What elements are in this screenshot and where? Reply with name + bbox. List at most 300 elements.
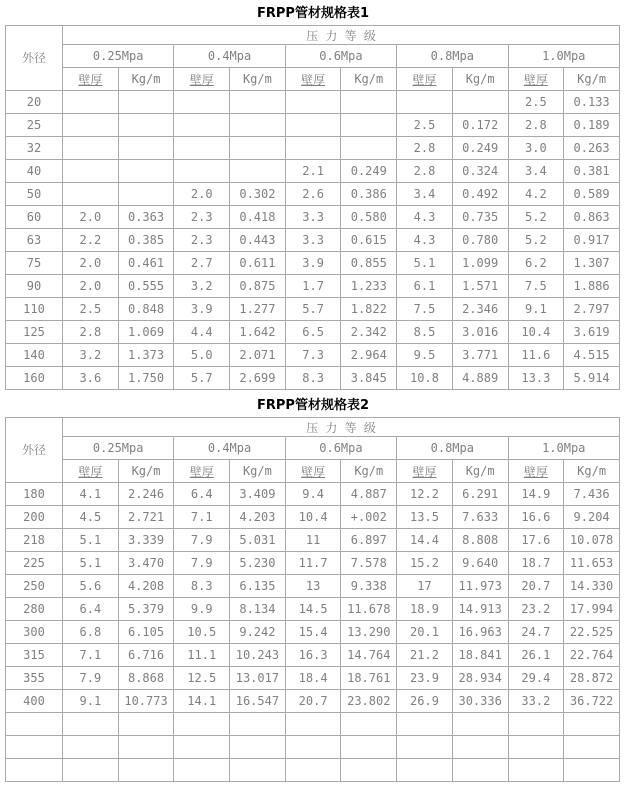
value-cell: 14.913	[452, 598, 508, 621]
kg-per-m-header: Kg/m	[564, 460, 620, 483]
value-cell: 3.4	[397, 183, 453, 206]
value-cell: 10.243	[230, 644, 286, 667]
value-cell: 0.615	[341, 229, 397, 252]
value-cell: 0.172	[452, 114, 508, 137]
value-cell: 5.379	[118, 598, 174, 621]
value-cell: 6.105	[118, 621, 174, 644]
value-cell: 4.889	[452, 367, 508, 390]
wall-thickness-header: 壁厚	[285, 68, 341, 91]
outer-diameter-cell: 90	[6, 275, 63, 298]
value-cell: 7.9	[174, 552, 230, 575]
header-row-subcolumns	[6, 68, 620, 91]
value-cell: 11.6	[508, 344, 564, 367]
value-cell: 0.249	[452, 137, 508, 160]
spec-table-1	[5, 25, 620, 390]
value-cell	[341, 736, 397, 759]
value-cell: 13	[285, 575, 341, 598]
value-cell: 12.5	[174, 667, 230, 690]
value-cell: 0.249	[341, 160, 397, 183]
value-cell: 11	[285, 529, 341, 552]
value-cell: 3.2	[63, 344, 119, 367]
value-cell: 2.0	[63, 275, 119, 298]
outer-diameter-cell: 280	[6, 598, 63, 621]
value-cell	[285, 759, 341, 782]
kg-per-m-header: Kg/m	[452, 68, 508, 91]
table-row	[6, 367, 620, 390]
value-cell: 0.302	[230, 183, 286, 206]
outer-diameter-cell	[6, 713, 63, 736]
value-cell: 5.1	[397, 252, 453, 275]
value-cell: 9.242	[230, 621, 286, 644]
value-cell	[564, 759, 620, 782]
value-cell: 8.868	[118, 667, 174, 690]
value-cell: 10.5	[174, 621, 230, 644]
value-cell: 6.2	[508, 252, 564, 275]
value-cell: 13.3	[508, 367, 564, 390]
value-cell: 8.808	[452, 529, 508, 552]
header-row-grade	[6, 418, 620, 437]
outer-diameter-cell: 315	[6, 644, 63, 667]
value-cell: 8.3	[174, 575, 230, 598]
value-cell: 2.0	[174, 183, 230, 206]
outer-diameter-cell	[6, 736, 63, 759]
value-cell: 2.0	[63, 206, 119, 229]
value-cell	[341, 137, 397, 160]
value-cell	[174, 114, 230, 137]
value-cell: 2.7	[174, 252, 230, 275]
value-cell	[118, 713, 174, 736]
kg-per-m-header: Kg/m	[230, 460, 286, 483]
value-cell: 2.8	[63, 321, 119, 344]
value-cell: 11.1	[174, 644, 230, 667]
value-cell: 3.6	[63, 367, 119, 390]
header-row-subcolumns	[6, 460, 620, 483]
value-cell: 0.418	[230, 206, 286, 229]
wall-thickness-header: 壁厚	[508, 68, 564, 91]
value-cell	[63, 137, 119, 160]
wall-thickness-header: 壁厚	[397, 460, 453, 483]
value-cell: 9.4	[285, 483, 341, 506]
wall-thickness-header: 壁厚	[508, 460, 564, 483]
value-cell: 14.9	[508, 483, 564, 506]
table-row	[6, 736, 620, 759]
table-row	[6, 344, 620, 367]
value-cell: 4.4	[174, 321, 230, 344]
value-cell: 5.0	[174, 344, 230, 367]
value-cell: 2.699	[230, 367, 286, 390]
value-cell	[63, 736, 119, 759]
outer-diameter-cell: 300	[6, 621, 63, 644]
value-cell: 1.277	[230, 298, 286, 321]
table-row	[6, 298, 620, 321]
value-cell: 2.3	[174, 229, 230, 252]
value-cell: 4.887	[341, 483, 397, 506]
value-cell: 17.6	[508, 529, 564, 552]
value-cell: 17	[397, 575, 453, 598]
value-cell: 9.9	[174, 598, 230, 621]
value-cell: 4.203	[230, 506, 286, 529]
table-row	[6, 229, 620, 252]
outer-diameter-cell: 32	[6, 137, 63, 160]
value-cell	[118, 736, 174, 759]
outer-diameter-header: 外径	[6, 26, 63, 91]
value-cell: 3.2	[174, 275, 230, 298]
value-cell	[230, 736, 286, 759]
value-cell: 3.0	[508, 137, 564, 160]
value-cell: 13.290	[341, 621, 397, 644]
value-cell	[452, 713, 508, 736]
table-row	[6, 667, 620, 690]
value-cell	[397, 713, 453, 736]
value-cell: 2.5	[508, 91, 564, 114]
value-cell: 20.7	[508, 575, 564, 598]
value-cell: 3.016	[452, 321, 508, 344]
value-cell: 7.633	[452, 506, 508, 529]
value-cell	[230, 137, 286, 160]
value-cell	[508, 759, 564, 782]
kg-per-m-header: Kg/m	[118, 460, 174, 483]
value-cell: 10.4	[285, 506, 341, 529]
value-cell: 1.571	[452, 275, 508, 298]
value-cell: 5.7	[285, 298, 341, 321]
value-cell	[118, 91, 174, 114]
value-cell: 11.653	[564, 552, 620, 575]
table-row	[6, 114, 620, 137]
value-cell: 20.1	[397, 621, 453, 644]
value-cell: 18.7	[508, 552, 564, 575]
value-cell: 2.346	[452, 298, 508, 321]
outer-diameter-cell: 250	[6, 575, 63, 598]
value-cell: 33.2	[508, 690, 564, 713]
value-cell	[508, 736, 564, 759]
value-cell: 7.5	[508, 275, 564, 298]
value-cell: 14.764	[341, 644, 397, 667]
value-cell: 11.678	[341, 598, 397, 621]
value-cell: 0.917	[564, 229, 620, 252]
table-row	[6, 206, 620, 229]
kg-per-m-header: Kg/m	[118, 68, 174, 91]
header-row-levels	[6, 437, 620, 460]
wall-thickness-header: 壁厚	[63, 68, 119, 91]
outer-diameter-cell: 20	[6, 91, 63, 114]
value-cell: 8.134	[230, 598, 286, 621]
value-cell: 5.2	[508, 229, 564, 252]
value-cell	[341, 713, 397, 736]
value-cell: 6.5	[285, 321, 341, 344]
value-cell	[452, 91, 508, 114]
value-cell: 18.9	[397, 598, 453, 621]
outer-diameter-cell: 110	[6, 298, 63, 321]
value-cell: 1.373	[118, 344, 174, 367]
table-row	[6, 160, 620, 183]
value-cell: 0.324	[452, 160, 508, 183]
value-cell	[564, 713, 620, 736]
value-cell: 0.555	[118, 275, 174, 298]
value-cell: 5.6	[63, 575, 119, 598]
wall-thickness-header: 壁厚	[174, 460, 230, 483]
value-cell: 9.338	[341, 575, 397, 598]
value-cell: 26.1	[508, 644, 564, 667]
value-cell	[452, 759, 508, 782]
value-cell	[118, 137, 174, 160]
value-cell: 18.4	[285, 667, 341, 690]
value-cell: 7.5	[397, 298, 453, 321]
table-row	[6, 713, 620, 736]
value-cell: 6.8	[63, 621, 119, 644]
value-cell: 0.780	[452, 229, 508, 252]
value-cell: 10.8	[397, 367, 453, 390]
value-cell: 7.9	[174, 529, 230, 552]
value-cell: 14.1	[174, 690, 230, 713]
value-cell: 26.9	[397, 690, 453, 713]
value-cell: 8.5	[397, 321, 453, 344]
value-cell	[341, 91, 397, 114]
value-cell: 1.7	[285, 275, 341, 298]
value-cell: 9.5	[397, 344, 453, 367]
value-cell: 16.547	[230, 690, 286, 713]
outer-diameter-cell: 60	[6, 206, 63, 229]
kg-per-m-header: Kg/m	[230, 68, 286, 91]
table-row	[6, 275, 620, 298]
outer-diameter-cell: 218	[6, 529, 63, 552]
value-cell	[118, 160, 174, 183]
outer-diameter-cell: 25	[6, 114, 63, 137]
value-cell: 3.845	[341, 367, 397, 390]
value-cell: 1.233	[341, 275, 397, 298]
table-row	[6, 690, 620, 713]
value-cell: 0.589	[564, 183, 620, 206]
value-cell: 5.230	[230, 552, 286, 575]
value-cell: 11.973	[452, 575, 508, 598]
value-cell: 28.934	[452, 667, 508, 690]
value-cell: 1.750	[118, 367, 174, 390]
value-cell: 2.071	[230, 344, 286, 367]
table-row	[6, 183, 620, 206]
value-cell: 1.822	[341, 298, 397, 321]
value-cell: 5.7	[174, 367, 230, 390]
header-row-levels	[6, 45, 620, 68]
value-cell	[174, 736, 230, 759]
value-cell: 0.735	[452, 206, 508, 229]
value-cell: 0.611	[230, 252, 286, 275]
table-row	[6, 529, 620, 552]
outer-diameter-cell: 180	[6, 483, 63, 506]
wall-thickness-header: 壁厚	[285, 460, 341, 483]
pressure-level-header: 0.4Mpa	[174, 437, 285, 460]
value-cell	[63, 91, 119, 114]
value-cell: 18.841	[452, 644, 508, 667]
value-cell: 7.9	[63, 667, 119, 690]
value-cell: 6.4	[174, 483, 230, 506]
value-cell: 9.1	[508, 298, 564, 321]
value-cell: 1.642	[230, 321, 286, 344]
outer-diameter-cell	[6, 759, 63, 782]
value-cell: 0.848	[118, 298, 174, 321]
value-cell: 3.9	[285, 252, 341, 275]
value-cell	[118, 183, 174, 206]
value-cell: 36.722	[564, 690, 620, 713]
value-cell: 13.017	[230, 667, 286, 690]
value-cell: 0.385	[118, 229, 174, 252]
value-cell: 0.863	[564, 206, 620, 229]
value-cell: 2.964	[341, 344, 397, 367]
outer-diameter-cell: 40	[6, 160, 63, 183]
value-cell: 4.208	[118, 575, 174, 598]
value-cell: 1.099	[452, 252, 508, 275]
value-cell: 14.4	[397, 529, 453, 552]
value-cell: 21.2	[397, 644, 453, 667]
value-cell: 15.2	[397, 552, 453, 575]
pressure-grade-header: 压 力 等 级	[63, 26, 620, 45]
value-cell	[341, 759, 397, 782]
outer-diameter-cell: 75	[6, 252, 63, 275]
table-row	[6, 483, 620, 506]
value-cell	[285, 114, 341, 137]
value-cell: 0.492	[452, 183, 508, 206]
table-row	[6, 137, 620, 160]
value-cell: 10.773	[118, 690, 174, 713]
wall-thickness-header: 壁厚	[397, 68, 453, 91]
value-cell	[452, 736, 508, 759]
value-cell	[285, 91, 341, 114]
outer-diameter-cell: 125	[6, 321, 63, 344]
value-cell: 17.994	[564, 598, 620, 621]
value-cell: 3.339	[118, 529, 174, 552]
value-cell	[230, 759, 286, 782]
value-cell	[341, 114, 397, 137]
value-cell: 2.6	[285, 183, 341, 206]
value-cell: 16.6	[508, 506, 564, 529]
value-cell: 13.5	[397, 506, 453, 529]
value-cell: 1.886	[564, 275, 620, 298]
value-cell: 8.3	[285, 367, 341, 390]
outer-diameter-cell: 225	[6, 552, 63, 575]
value-cell: 5.914	[564, 367, 620, 390]
value-cell	[118, 759, 174, 782]
value-cell: 15.4	[285, 621, 341, 644]
value-cell	[63, 713, 119, 736]
value-cell: 2.246	[118, 483, 174, 506]
value-cell	[285, 736, 341, 759]
pressure-level-header: 0.6Mpa	[285, 437, 396, 460]
kg-per-m-header: Kg/m	[564, 68, 620, 91]
outer-diameter-cell: 400	[6, 690, 63, 713]
value-cell: 4.3	[397, 206, 453, 229]
value-cell: 10.078	[564, 529, 620, 552]
value-cell: 3.4	[508, 160, 564, 183]
table-row	[6, 759, 620, 782]
wall-thickness-header: 壁厚	[63, 460, 119, 483]
value-cell: 2.5	[397, 114, 453, 137]
value-cell: 1.069	[118, 321, 174, 344]
value-cell: 2.8	[397, 160, 453, 183]
value-cell: 2.721	[118, 506, 174, 529]
pressure-level-header: 0.25Mpa	[63, 45, 174, 68]
value-cell: 22.764	[564, 644, 620, 667]
value-cell: 22.525	[564, 621, 620, 644]
table1-title: FRPP管材规格表1	[257, 6, 369, 21]
value-cell: 0.263	[564, 137, 620, 160]
value-cell	[63, 160, 119, 183]
value-cell: 28.872	[564, 667, 620, 690]
value-cell: 7.1	[174, 506, 230, 529]
value-cell	[63, 183, 119, 206]
value-cell: 4.2	[508, 183, 564, 206]
value-cell	[397, 759, 453, 782]
value-cell: 14.330	[564, 575, 620, 598]
value-cell: 1.307	[564, 252, 620, 275]
value-cell: 6.291	[452, 483, 508, 506]
outer-diameter-cell: 63	[6, 229, 63, 252]
value-cell: 23.9	[397, 667, 453, 690]
pressure-level-header: 0.6Mpa	[285, 45, 396, 68]
value-cell: 7.436	[564, 483, 620, 506]
outer-diameter-cell: 50	[6, 183, 63, 206]
value-cell	[174, 713, 230, 736]
value-cell	[397, 91, 453, 114]
outer-diameter-cell: 200	[6, 506, 63, 529]
outer-diameter-header: 外径	[6, 418, 63, 483]
value-cell: 7.3	[285, 344, 341, 367]
table-row	[6, 575, 620, 598]
value-cell: 0.461	[118, 252, 174, 275]
value-cell: 4.1	[63, 483, 119, 506]
value-cell: 24.7	[508, 621, 564, 644]
table-row	[6, 252, 620, 275]
table-row	[6, 598, 620, 621]
outer-diameter-cell: 160	[6, 367, 63, 390]
value-cell	[174, 91, 230, 114]
value-cell: 3.9	[174, 298, 230, 321]
value-cell	[397, 736, 453, 759]
value-cell: 4.5	[63, 506, 119, 529]
value-cell	[230, 114, 286, 137]
value-cell: 3.3	[285, 206, 341, 229]
value-cell: 0.443	[230, 229, 286, 252]
value-cell: 0.363	[118, 206, 174, 229]
value-cell: 16.963	[452, 621, 508, 644]
value-cell	[63, 759, 119, 782]
value-cell: 2.8	[508, 114, 564, 137]
kg-per-m-header: Kg/m	[341, 460, 397, 483]
pressure-level-header: 0.8Mpa	[397, 45, 508, 68]
pressure-level-header: 1.0Mpa	[508, 45, 620, 68]
spec-page	[0, 6, 626, 782]
value-cell: 2.2	[63, 229, 119, 252]
value-cell: 5.2	[508, 206, 564, 229]
value-cell	[285, 713, 341, 736]
value-cell: 2.0	[63, 252, 119, 275]
value-cell: 2.1	[285, 160, 341, 183]
value-cell: 3.619	[564, 321, 620, 344]
value-cell: 4.515	[564, 344, 620, 367]
value-cell: 6.1	[397, 275, 453, 298]
header-row-grade	[6, 26, 620, 45]
value-cell: 23.802	[341, 690, 397, 713]
value-cell: 3.3	[285, 229, 341, 252]
value-cell: +.002	[341, 506, 397, 529]
value-cell: 0.381	[564, 160, 620, 183]
value-cell: 11.7	[285, 552, 341, 575]
outer-diameter-cell: 140	[6, 344, 63, 367]
value-cell: 2.3	[174, 206, 230, 229]
value-cell: 16.3	[285, 644, 341, 667]
value-cell: 6.897	[341, 529, 397, 552]
table-row	[6, 552, 620, 575]
value-cell: 7.578	[341, 552, 397, 575]
value-cell	[564, 736, 620, 759]
value-cell: 9.1	[63, 690, 119, 713]
